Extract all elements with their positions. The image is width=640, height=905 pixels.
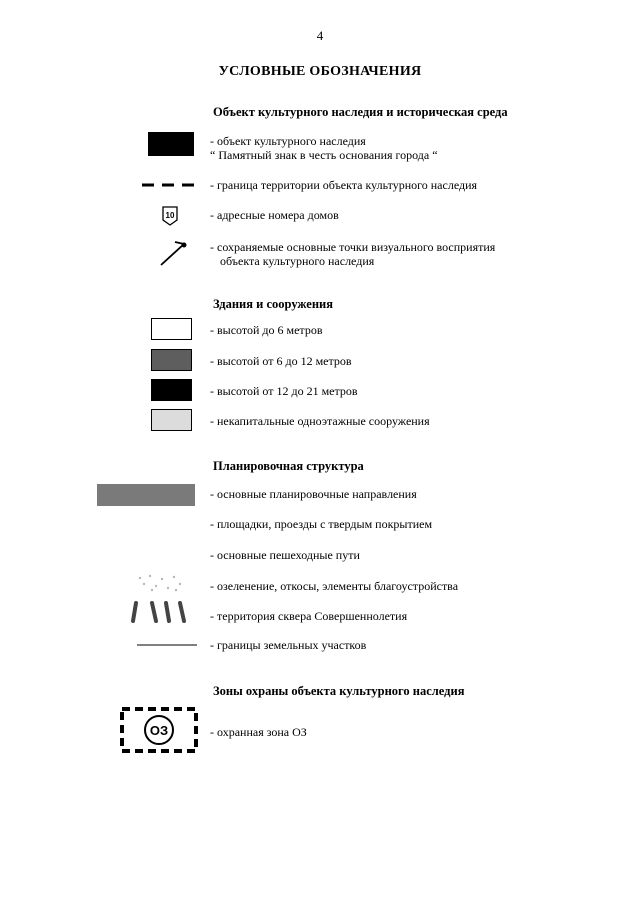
- legend-item-pedestrian-paths: - основные пешеходные пути: [210, 548, 360, 562]
- legend-item-land-plots: - границы земельных участков: [210, 638, 367, 652]
- viewpoint-symbol: [158, 238, 194, 268]
- legend-item-building-mid: - высотой от 6 до 12 метров: [210, 354, 352, 368]
- section-heading-planning: Планировочная структура: [213, 459, 364, 473]
- house-number-badge-label: 10: [165, 211, 175, 220]
- legend-item-building-low: - высотой до 6 метров: [210, 323, 323, 337]
- legend-item-heritage-object: - объект культурного наследия “ Памятный знак в честь основания города “: [210, 134, 438, 162]
- planning-direction-symbol: [97, 484, 195, 506]
- legend-item-house-numbers: - адресные номера домов: [210, 208, 339, 222]
- legend-item-heritage-boundary: - граница территории объекта культурного наследия: [210, 178, 478, 192]
- legend-item-temporary-structures: - некапитальные одноэтажные сооружения: [210, 414, 430, 428]
- page-number: 4: [316, 28, 324, 43]
- dashed-boundary-symbol: [140, 180, 200, 190]
- heritage-object-symbol: [148, 132, 194, 156]
- land-plot-boundary-symbol: [135, 642, 199, 648]
- building-low-symbol: [151, 318, 192, 340]
- temporary-structure-symbol: [151, 409, 192, 431]
- square-territory-symbol: [128, 599, 194, 625]
- section-heading-buildings: Здания и сооружения: [213, 297, 334, 311]
- building-mid-symbol: [151, 349, 192, 371]
- legend-item-building-high: - высотой от 12 до 21 метров: [210, 384, 358, 398]
- protection-zone-badge-label: ОЗ: [149, 723, 169, 738]
- legend-item-greenery: - озеленение, откосы, элементы благоустройства: [210, 579, 459, 593]
- legend-item-square-territory: - территория сквера Совершеннолетия: [210, 609, 408, 623]
- building-high-symbol: [151, 379, 192, 401]
- section-heading-heritage: Объект культурного наследия и историческая среда: [213, 105, 508, 119]
- legend-item-planning-directions: - основные планировочные направления: [210, 487, 417, 501]
- greenery-symbol: [130, 572, 190, 594]
- house-number-badge: [160, 205, 180, 227]
- page-title: УСЛОВНЫЕ ОБОЗНАЧЕНИЯ: [218, 64, 422, 79]
- protection-zone-symbol: [118, 705, 200, 755]
- legend-item-protection-zone: - охранная зона ОЗ: [210, 725, 307, 739]
- section-heading-zones: Зоны охраны объекта культурного наследия: [213, 684, 465, 698]
- legend-item-viewpoints: - сохраняемые основные точки визуального восприятия объекта культурного наследия: [210, 240, 496, 268]
- legend-item-paved-areas: - площадки, проезды с твердым покрытием: [210, 517, 433, 531]
